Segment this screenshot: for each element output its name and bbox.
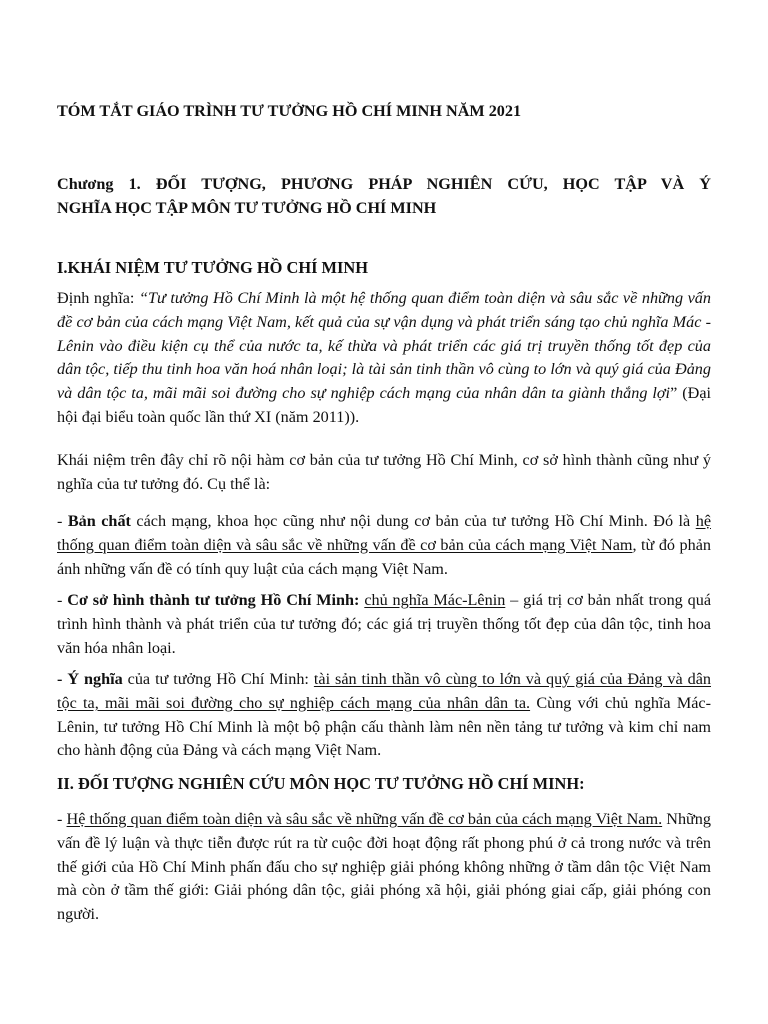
object-text: Những vấn đề lý luận và thực tiễn được rút ra từ cuộc đời hoạt động rất phong phú ở cả trong nước và trên thế giới của Hồ Chí Minh phấn đấu cho sự nghiệp giải phóng không những ở tầm dân tộc Việt Nam mà còn ở tầm thế giới: Giải phóng dân tộc, giải phóng xã hội, giải phóng giai cấp, giải phóng con người.	[57, 810, 711, 924]
nature-text-1: cách mạng, khoa học cũng như nội dung cơ bản của tư tưởng Hồ Chí Minh. Đó là	[130, 512, 696, 530]
basis-bullet	[57, 589, 711, 660]
nature-underlined: hệ thống quan điểm toàn diện và sâu sắc về những vấn đề cơ bản của cách mạng Việt Nam	[57, 512, 711, 554]
meaning-bullet	[57, 668, 711, 763]
basis-dash: -	[57, 591, 68, 609]
meaning-underlined: tài sản tinh thần vô cùng to lớn và quý giá của Đảng và dân tộc ta, mãi mãi soi đường cho sự nghiệp cách mạng của nhân dân ta.	[57, 670, 711, 712]
nature-text-2: , từ đó phản ánh những vấn đề có tính quy luật của cách mạng Việt Nam.	[57, 535, 712, 578]
document-title: TÓM TẮT GIÁO TRÌNH TƯ TƯỞNG HỒ CHÍ MINH NĂM 2021	[57, 102, 522, 120]
chapter-heading-line-2: NGHĨA HỌC TẬP MÔN TƯ TƯỞNG HỒ CHÍ MINH	[57, 199, 437, 217]
chapter-heading-line-1: Chương 1. ĐỐI TƯỢNG, PHƯƠNG PHÁP NGHIÊN CỨU, HỌC TẬP VÀ Ý	[57, 175, 711, 193]
meaning-text-2: Cùng với chủ nghĩa Mác-Lênin, tư tưởng Hồ Chí Minh là một bộ phận cấu thành làm nên nền tảng tư tưởng và kim chỉ nam cho hành động của Đảng và cách mạng Việt Nam.	[57, 693, 712, 760]
meaning-text-1: của tư tưởng Hồ Chí Minh:	[122, 670, 314, 688]
object-underlined: Hệ thống quan điểm toàn diện và sâu sắc về những vấn đề cơ bản của cách mạng Việt Nam.	[66, 810, 663, 828]
basis-text: – giá trị cơ bản nhất trong quá trình hình thành và phát triển của tư tưởng đó; các giá trị truyền thống tốt đẹp của dân tộc, tinh hoa văn hóa nhân loại.	[57, 591, 712, 657]
definition-source: ” (Đại hội đại biểu toàn quốc lần thứ XI (năm 2011)).	[57, 384, 711, 426]
meaning-label: - Ý nghĩa	[57, 670, 123, 688]
definition-quote: “Tư tưởng Hồ Chí Minh là một hệ thống quan điểm toàn diện và sâu sắc về những vấn đề cơ bản của cách mạng Việt Nam, kết quả của sự vận dụng và phát triển sáng tạo chủ nghĩa Mác - Lênin vào điều kiện cụ thể của nước ta, kế thừa và phát triển các giá trị truyền thống tốt đẹp của dân tộc, tiếp thu tinh hoa văn hoá nhân loại; là tài sản tinh thần vô cùng to lớn và quý giá của Đảng và dân tộc ta, mãi mãi soi đường cho sự nghiệp cách mạng của nhân dân ta giành thắng lợi	[57, 289, 711, 403]
basis-underlined: chủ nghĩa Mác-Lênin	[364, 591, 506, 609]
basis-label: Cơ sở hình thành tư tưởng Hồ Chí Minh:	[67, 591, 360, 609]
chapter-heading	[57, 172, 711, 220]
nature-dash: -	[57, 512, 68, 530]
section-1-heading: I.KHÁI NIỆM TƯ TƯỞNG HỒ CHÍ MINH	[57, 258, 368, 277]
nature-label: Bản chất	[67, 512, 131, 530]
object-bullet	[57, 808, 711, 927]
section-2-heading: II. ĐỐI TƯỢNG NGHIÊN CỨU MÔN HỌC TƯ TƯỞNG HỒ CHÍ MINH:	[57, 774, 585, 793]
intro-paragraph: Khái niệm trên đây chỉ rõ nội hàm cơ bản của tư tưởng Hồ Chí Minh, cơ sở hình thành cũng như ý nghĩa của tư tưởng đó. Cụ thể là:	[57, 451, 711, 493]
definition-lead: Định nghĩa:	[57, 289, 139, 307]
object-dash: -	[57, 810, 67, 828]
nature-bullet	[57, 510, 711, 581]
definition-paragraph	[57, 287, 711, 430]
